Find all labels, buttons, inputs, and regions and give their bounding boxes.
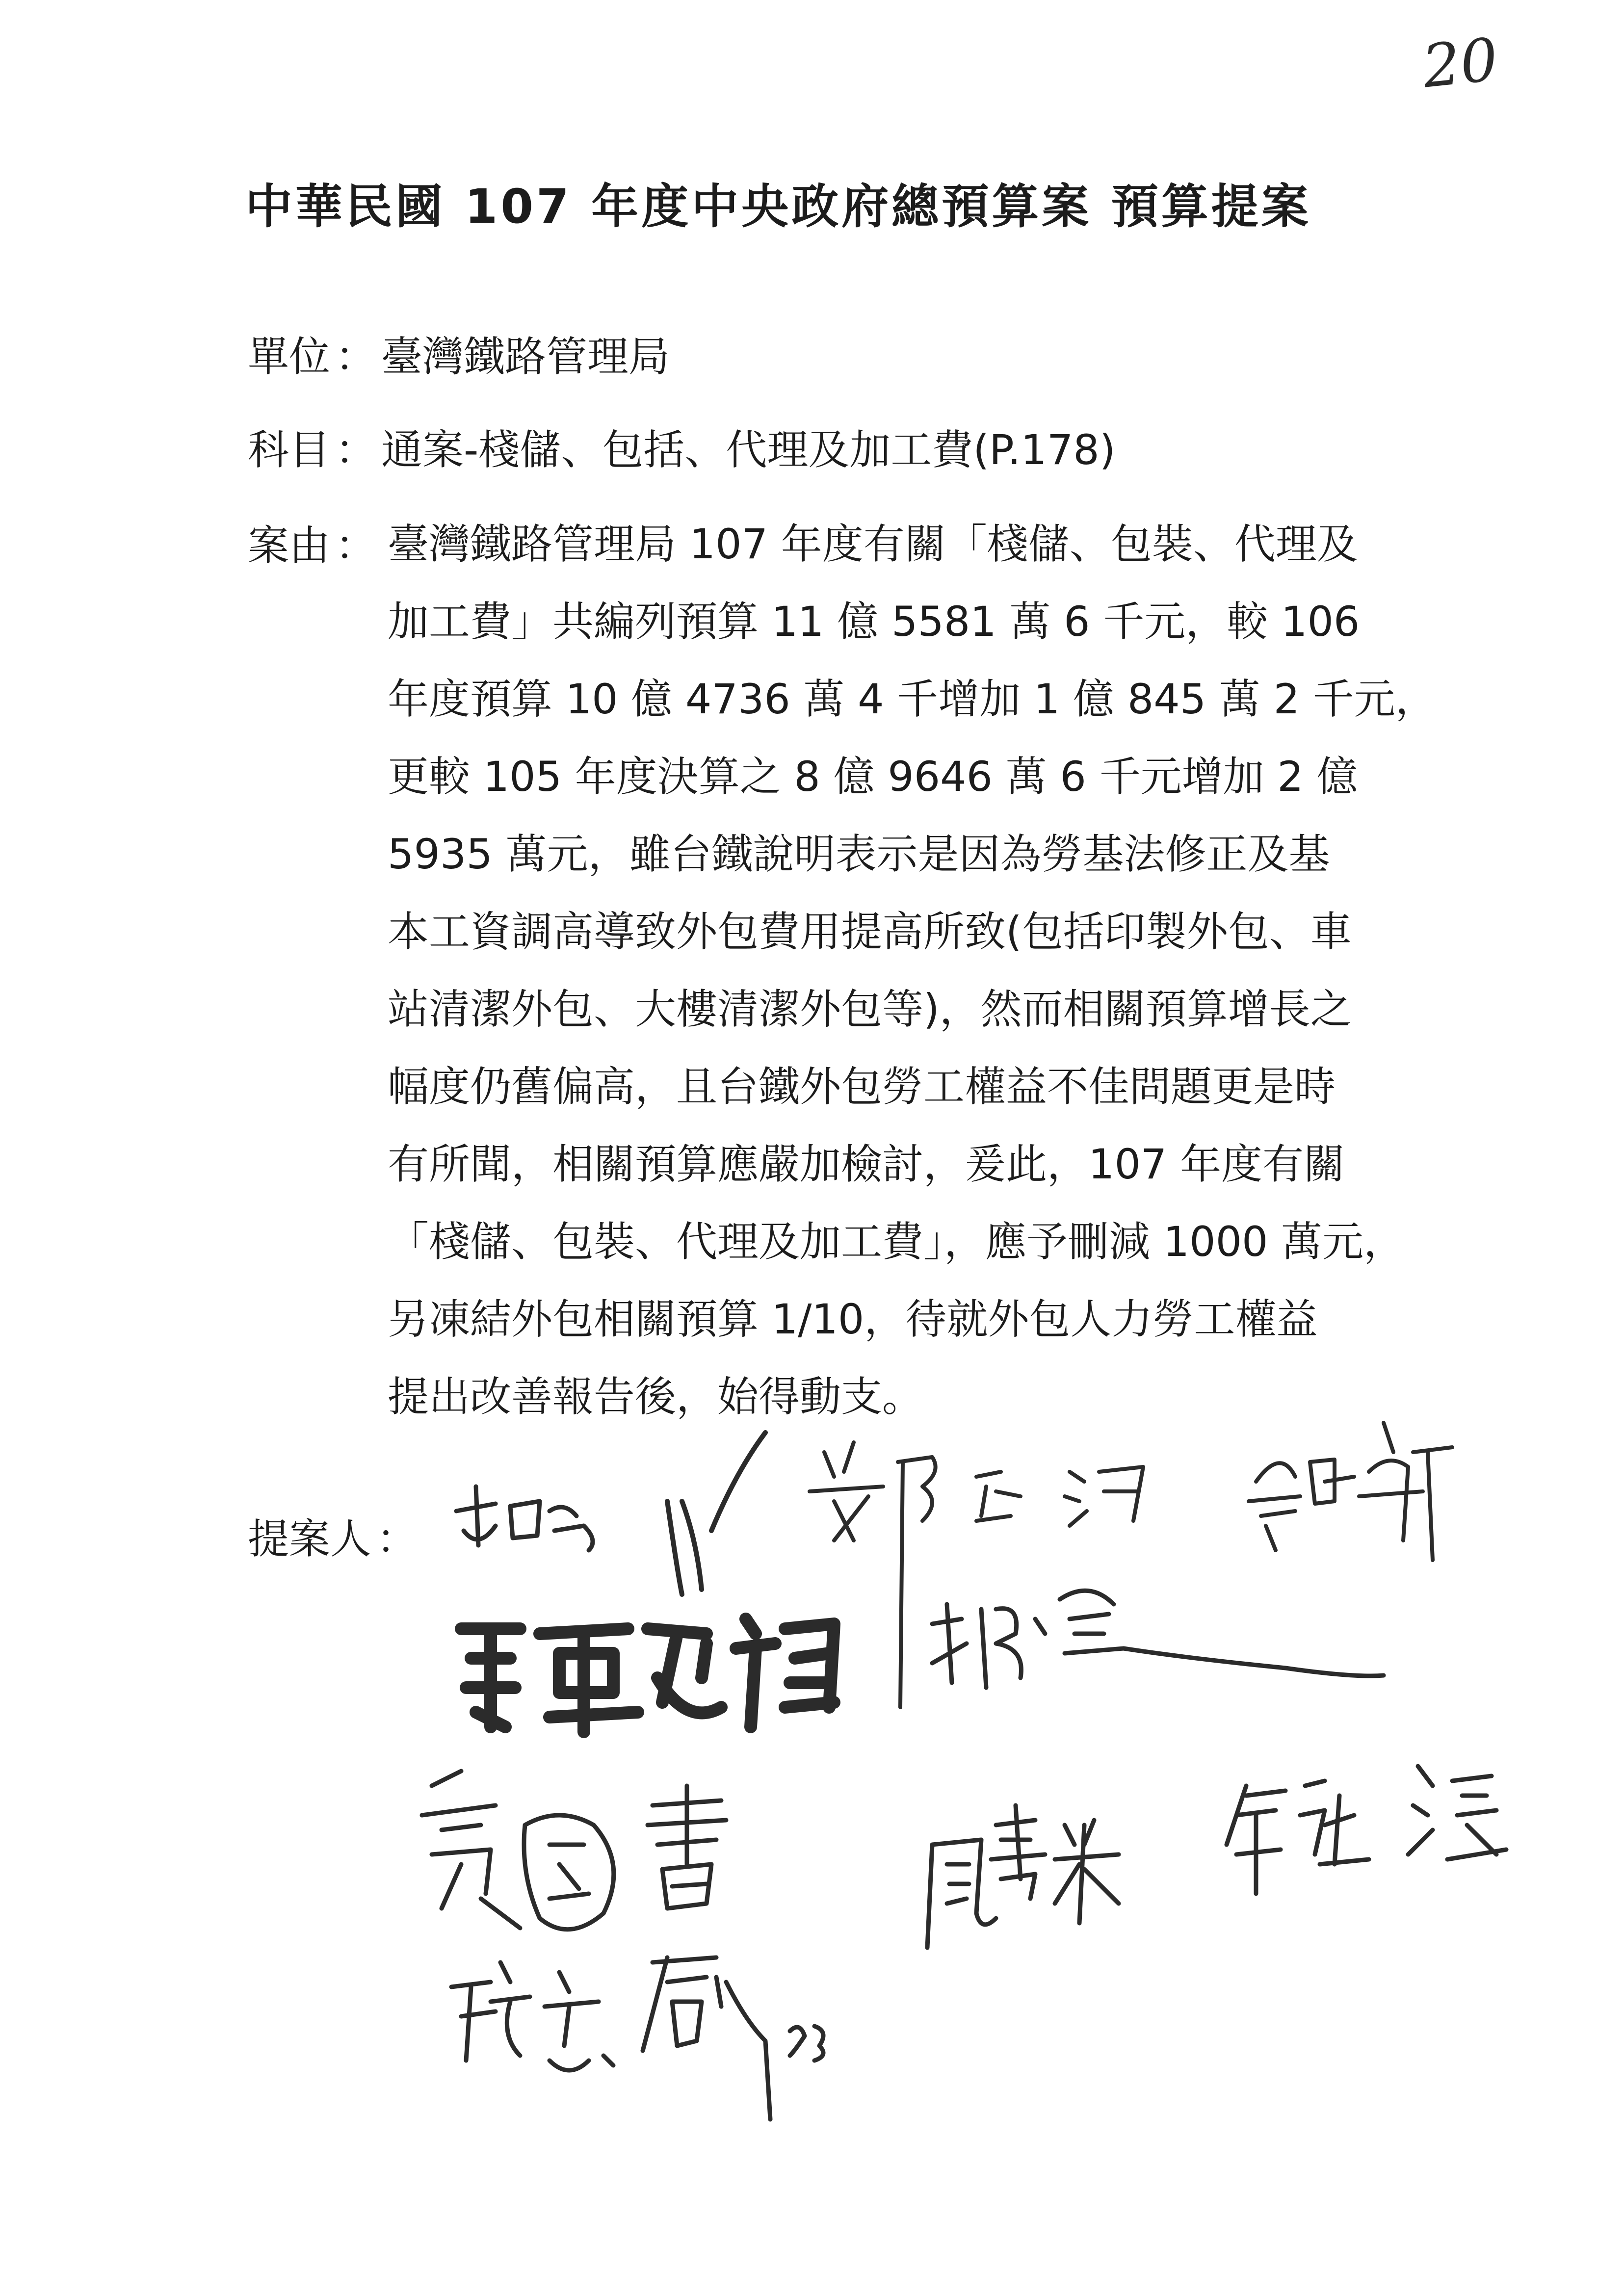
- signature-1: [456, 1487, 593, 1550]
- page-number: 20: [1419, 26, 1501, 102]
- unit-value: 臺灣鐵路管理局: [381, 333, 670, 381]
- signature-3: [810, 1442, 1143, 1707]
- reason-line: 提出改善報告後，始得動支。: [388, 1373, 924, 1421]
- reason-label: 案由: [248, 522, 331, 570]
- unit-colon: ：: [335, 333, 377, 381]
- reason-line: 站清潔外包、大樓清潔外包等)，然而相關預算增長之: [388, 985, 1352, 1033]
- reason-body: [388, 505, 1437, 1435]
- reason-line: 有所聞，相關預算應嚴加檢討，爰此，107 年度有關: [388, 1140, 1345, 1188]
- reason-line: 加工費」共編列預算 11 億 5581 萬 6 千元，較 106: [388, 598, 1360, 646]
- reason-field: [248, 513, 381, 572]
- signature-6: [932, 1591, 1384, 1688]
- signature-9: [1227, 1766, 1506, 1894]
- reason-colon: ：: [335, 522, 377, 570]
- reason-line: 年度預算 10 億 4736 萬 4 千增加 1 億 845 萬 2 千元，: [388, 675, 1437, 723]
- signature-4: [1249, 1423, 1452, 1560]
- subject-value: 通案-棧儲、包括、代理及加工費(P.178): [381, 426, 1116, 474]
- reason-line: 另凍結外包相關預算 1/10，待就外包人力勞工權益: [388, 1295, 1318, 1343]
- signature-2: [667, 1433, 765, 1594]
- proposers-colon: ：: [376, 1515, 418, 1563]
- proposers-field: [248, 1506, 422, 1565]
- unit-field: [248, 324, 670, 383]
- subject-label: 科目: [248, 426, 331, 474]
- signature-5: [461, 1619, 834, 1732]
- document-title: 中華民國 107 年度中央政府總預算案 預算提案: [245, 179, 1311, 234]
- subject-field: [248, 417, 1116, 476]
- reason-line: 幅度仍舊偏高，且台鐵外包勞工權益不佳問題更是時: [388, 1063, 1336, 1111]
- reason-line: 更較 105 年度決算之 8 億 9646 萬 6 千元增加 2 億: [388, 753, 1358, 801]
- reason-line: 本工資調高導致外包費用提高所致(包括印製外包、車: [388, 908, 1352, 956]
- reason-line: 臺灣鐵路管理局 107 年度有關「棧儲、包裝、代理及: [388, 520, 1358, 568]
- signature-7: [422, 1771, 726, 1930]
- unit-label: 單位: [248, 333, 331, 381]
- signature-8: [927, 1805, 1119, 1948]
- reason-line: 「棧儲、包裝、代理及加工費」，應予刪減 1000 萬元，: [388, 1218, 1405, 1266]
- signature-10: [451, 1957, 823, 2119]
- proposers-label: 提案人: [248, 1515, 372, 1563]
- reason-line: 5935 萬元，雖台鐵說明表示是因為勞基法修正及基: [388, 830, 1330, 878]
- subject-colon: ：: [335, 426, 377, 474]
